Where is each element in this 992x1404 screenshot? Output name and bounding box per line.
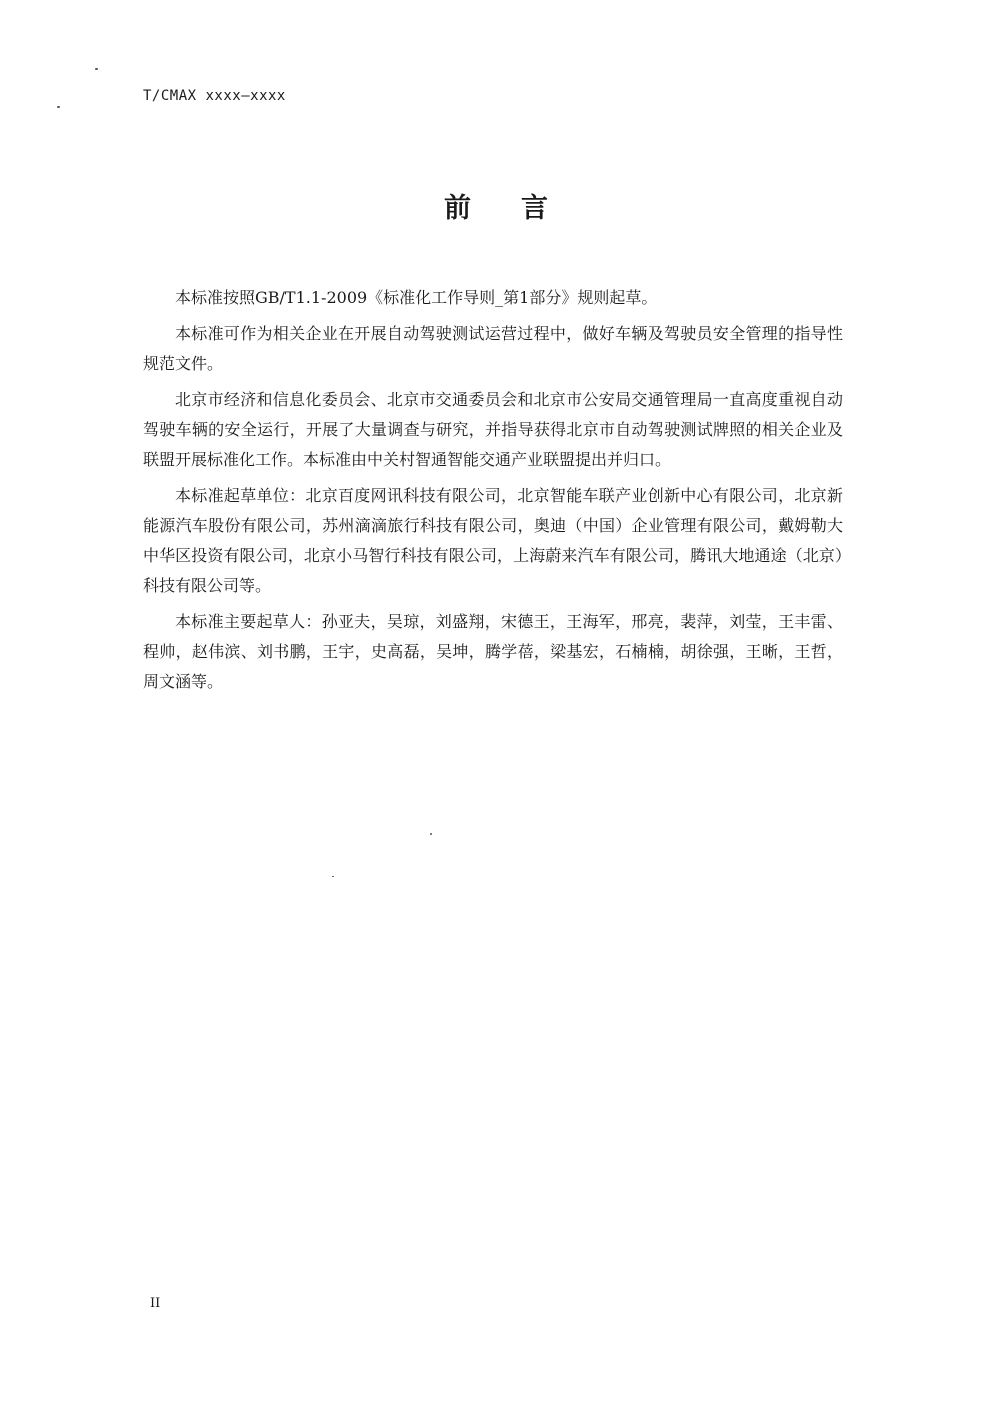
document-code: T/CMAX xxxx—xxxx (143, 88, 286, 104)
paragraph-purpose: 本标准可作为相关企业在开展自动驾驶测试运营过程中，做好车辆及驾驶员安全管理的指导性规范文件。 (143, 324, 843, 373)
paragraph-drafting-rules: 本标准按照GB/T1.1-2009《标准化工作导则_第1部分》规则起草。 (175, 288, 658, 307)
scan-speck (332, 876, 334, 877)
page-number: II (150, 1296, 161, 1311)
paragraph-drafters: 本标准主要起草人：孙亚夫，吴琼，刘盛翔，宋德王，王海军，邢亮，裴萍，刘莹，王丰雷、程帅，赵伟滨、刘书鹏，王宇，史高磊，吴坤，腾学蓓，梁基宏，石楠楠，胡徐强，王晰，王哲，周文涵等。 (143, 612, 843, 691)
scan-speck (430, 833, 432, 835)
scan-speck (95, 68, 98, 70)
page-title: 前言 (444, 193, 598, 224)
foreword-body (143, 283, 843, 703)
scan-speck (57, 106, 60, 108)
paragraph-drafting-units: 本标准起草单位：北京百度网讯科技有限公司，北京智能车联产业创新中心有限公司，北京新能源汽车股份有限公司，苏州滴滴旅行科技有限公司，奥迪（中国）企业管理有限公司，戴姆勒大中华区投资有限公司，北京小马智行科技有限公司，上海蔚来汽车有限公司，腾讯大地通途（北京）科技有限公司等。 (143, 486, 843, 595)
paragraph-background: 北京市经济和信息化委员会、北京市交通委员会和北京市公安局交通管理局一直高度重视自动驾驶车辆的安全运行，开展了大量调查与研究，并指导获得北京市自动驾驶测试牌照的相关企业及联盟开展标准化工作。本标准由中关村智通智能交通产业联盟提出并归口。 (143, 390, 843, 469)
